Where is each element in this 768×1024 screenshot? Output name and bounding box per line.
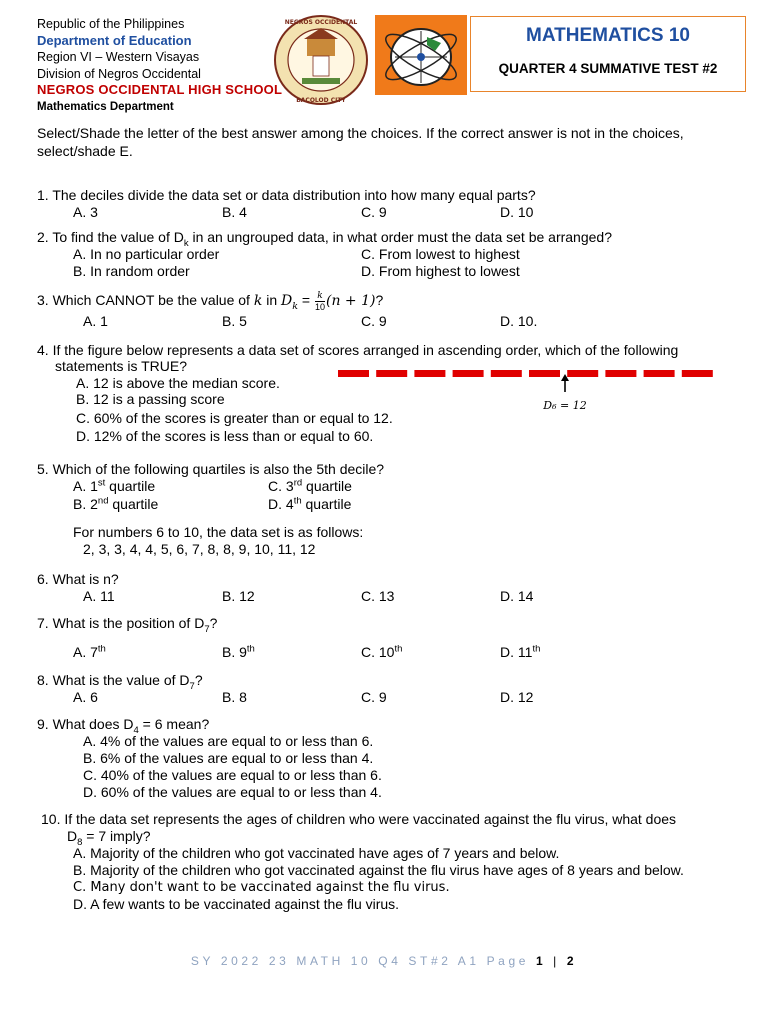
q7-choice-c[interactable]: C. 10th: [361, 643, 403, 660]
q6-choice-a[interactable]: A. 11: [83, 588, 115, 604]
decile-label: D₆ = 12: [543, 399, 587, 412]
q10-choice-b[interactable]: B. Majority of the children who got vaccinated against the flu virus have ages of 8 years and below.: [73, 862, 684, 878]
decile-segment: [529, 370, 560, 377]
q7-choice-b[interactable]: B. 9th: [222, 643, 255, 660]
question-8-stem: 8. What is the value of $D_7$?: [37, 672, 203, 692]
q10-choice-c[interactable]: C. Many don't want to be vaccinated against the flu virus.: [73, 880, 450, 895]
question-4-stem: 4. If the figure below represents a data set of scores arranged in ascending order, which of the following: [37, 342, 679, 358]
q4-choice-c[interactable]: C. 60% of the scores is greater than or equal to 12.: [76, 410, 393, 426]
q7-choice-d[interactable]: D. 11th: [500, 643, 541, 660]
region-line: Region VI – Western Visayas: [37, 50, 200, 64]
department-line: Mathematics Department: [37, 100, 174, 113]
dataset-values: 2, 3, 3, 4, 4, 5, 6, 7, 8, 8, 9, 10, 11, 12: [83, 541, 316, 557]
decile-segment: [338, 370, 369, 377]
q2-choice-d[interactable]: D. From highest to lowest: [361, 263, 520, 279]
q8-choice-a[interactable]: A. 6: [73, 689, 98, 705]
dataset-intro: For numbers 6 to 10, the data set is as follows:: [73, 524, 364, 540]
q3-choice-d[interactable]: D. 10.: [500, 313, 538, 329]
decile-segment: [414, 370, 445, 377]
question-10-stem-line2: $D_8 = 7$ imply?: [67, 828, 151, 848]
q3-choice-a[interactable]: A. 1: [83, 313, 108, 329]
q6-choice-b[interactable]: B. 12: [222, 588, 255, 604]
q6-choice-d[interactable]: D. 14: [500, 588, 534, 604]
math-department-logo: [375, 15, 467, 95]
q8-choice-d[interactable]: D. 12: [500, 689, 534, 705]
q7-choice-a[interactable]: A. 7th: [73, 643, 106, 660]
header-block: [37, 16, 282, 115]
decile-segment: [567, 370, 598, 377]
q5-choice-c[interactable]: C. 3rd quartile: [268, 477, 352, 494]
decile-segment: [491, 370, 522, 377]
q4-choice-a[interactable]: A. 12 is above the median score.: [76, 375, 280, 391]
q8-choice-b[interactable]: B. 8: [222, 689, 247, 705]
q5-choice-a[interactable]: A. 1st quartile: [73, 477, 156, 494]
decile-segment: [682, 370, 713, 377]
question-9-stem: 9. What does $D_4 = 6$ mean?: [37, 716, 210, 736]
question-3-stem: 3. Which CANNOT be the value of k in $D_k$ = $\frac{k}{10}$ (n + 1)?: [37, 291, 384, 312]
q5-choice-b[interactable]: B. 2nd quartile: [73, 495, 159, 512]
q10-choice-a[interactable]: A. Majority of the children who got vaccinated have ages of 7 years and below.: [73, 845, 560, 861]
q9-choice-a[interactable]: A. 4% of the values are equal to or less than 6.: [83, 733, 374, 749]
question-5-stem: 5. Which of the following quartiles is also the 5th decile?: [37, 461, 385, 477]
q9-choice-b[interactable]: B. 6% of the values are equal to or less than 4.: [83, 750, 374, 766]
q5-choice-d[interactable]: D. 4th quartile: [268, 495, 352, 512]
decile-figure: [336, 364, 726, 420]
decile-segment: [605, 370, 636, 377]
q2-choice-c[interactable]: C. From lowest to highest: [361, 246, 520, 262]
q4-choice-b[interactable]: B. 12 is a passing score: [76, 391, 225, 407]
deped-line: Department of Education: [37, 32, 192, 48]
test-title: QUARTER 4 SUMMATIVE TEST #2: [498, 61, 718, 76]
q3-choice-c[interactable]: C. 9: [361, 313, 387, 329]
page-number: 1: [535, 954, 547, 968]
page-footer: SY 2022 23 MATH 10 Q4 ST#2 A1 Page 1 | 2: [190, 954, 578, 968]
q8-choice-c[interactable]: C. 9: [361, 689, 387, 705]
q1-choice-d[interactable]: D. 10: [500, 204, 534, 220]
question-7-stem: 7. What is the position of $D_7$?: [37, 615, 218, 635]
question-2-stem: 2. To find the value of $D_k$ in an ungrouped data, in what order must the data set be arranged?: [37, 229, 612, 249]
decile-segment: [376, 370, 407, 377]
q3-choice-b[interactable]: B. 5: [222, 313, 247, 329]
q10-choice-d[interactable]: D. A few wants to be vaccinated against the flu virus.: [73, 896, 400, 912]
question-4-stem-line2: statements is TRUE?: [55, 358, 188, 374]
q2-choice-a[interactable]: A. In no particular order: [73, 246, 220, 262]
svg-text:NEGROS OCCIDENTAL: NEGROS OCCIDENTAL: [284, 19, 358, 26]
republic-line: Republic of the Philippines: [37, 17, 185, 31]
decile-segment: [453, 370, 484, 377]
q2-choice-b[interactable]: B. In random order: [73, 263, 190, 279]
svg-text:BACOLOD CITY: BACOLOD CITY: [296, 97, 346, 104]
subject-title: MATHEMATICS 10: [526, 25, 690, 46]
question-10-stem: 10. If the data set represents the ages of children who were vaccinated against the flu virus, what does: [41, 811, 677, 827]
q4-choice-d[interactable]: D. 12% of the scores is less than or equal to 60.: [76, 428, 374, 444]
q1-choice-c[interactable]: C. 9: [361, 204, 387, 220]
question-6-stem: 6. What is n?: [37, 571, 119, 587]
decile-segment: [644, 370, 675, 377]
page-total: 2: [566, 954, 578, 968]
division-line: Division of Negros Occidental: [37, 66, 201, 81]
q1-choice-b[interactable]: B. 4: [222, 204, 247, 220]
school-seal-logo: [272, 14, 370, 106]
q6-choice-c[interactable]: C. 13: [361, 588, 395, 604]
instructions: Select/Shade the letter of the best answer among the choices. If the correct answer is not in the choices, select/shade E.: [37, 125, 684, 159]
question-1-stem: 1. The deciles divide the data set or data distribution into how many equal parts?: [37, 187, 536, 203]
title-box: [470, 16, 746, 92]
q9-choice-d[interactable]: D. 60% of the values are equal to or less than 4.: [83, 784, 382, 800]
fraction: $\frac{k}{10}$: [314, 291, 325, 312]
q1-choice-a[interactable]: A. 3: [73, 204, 98, 220]
school-name: NEGROS OCCIDENTAL HIGH SCHOOL: [37, 82, 283, 97]
q9-choice-c[interactable]: C. 40% of the values are equal to or less than 6.: [83, 767, 382, 783]
